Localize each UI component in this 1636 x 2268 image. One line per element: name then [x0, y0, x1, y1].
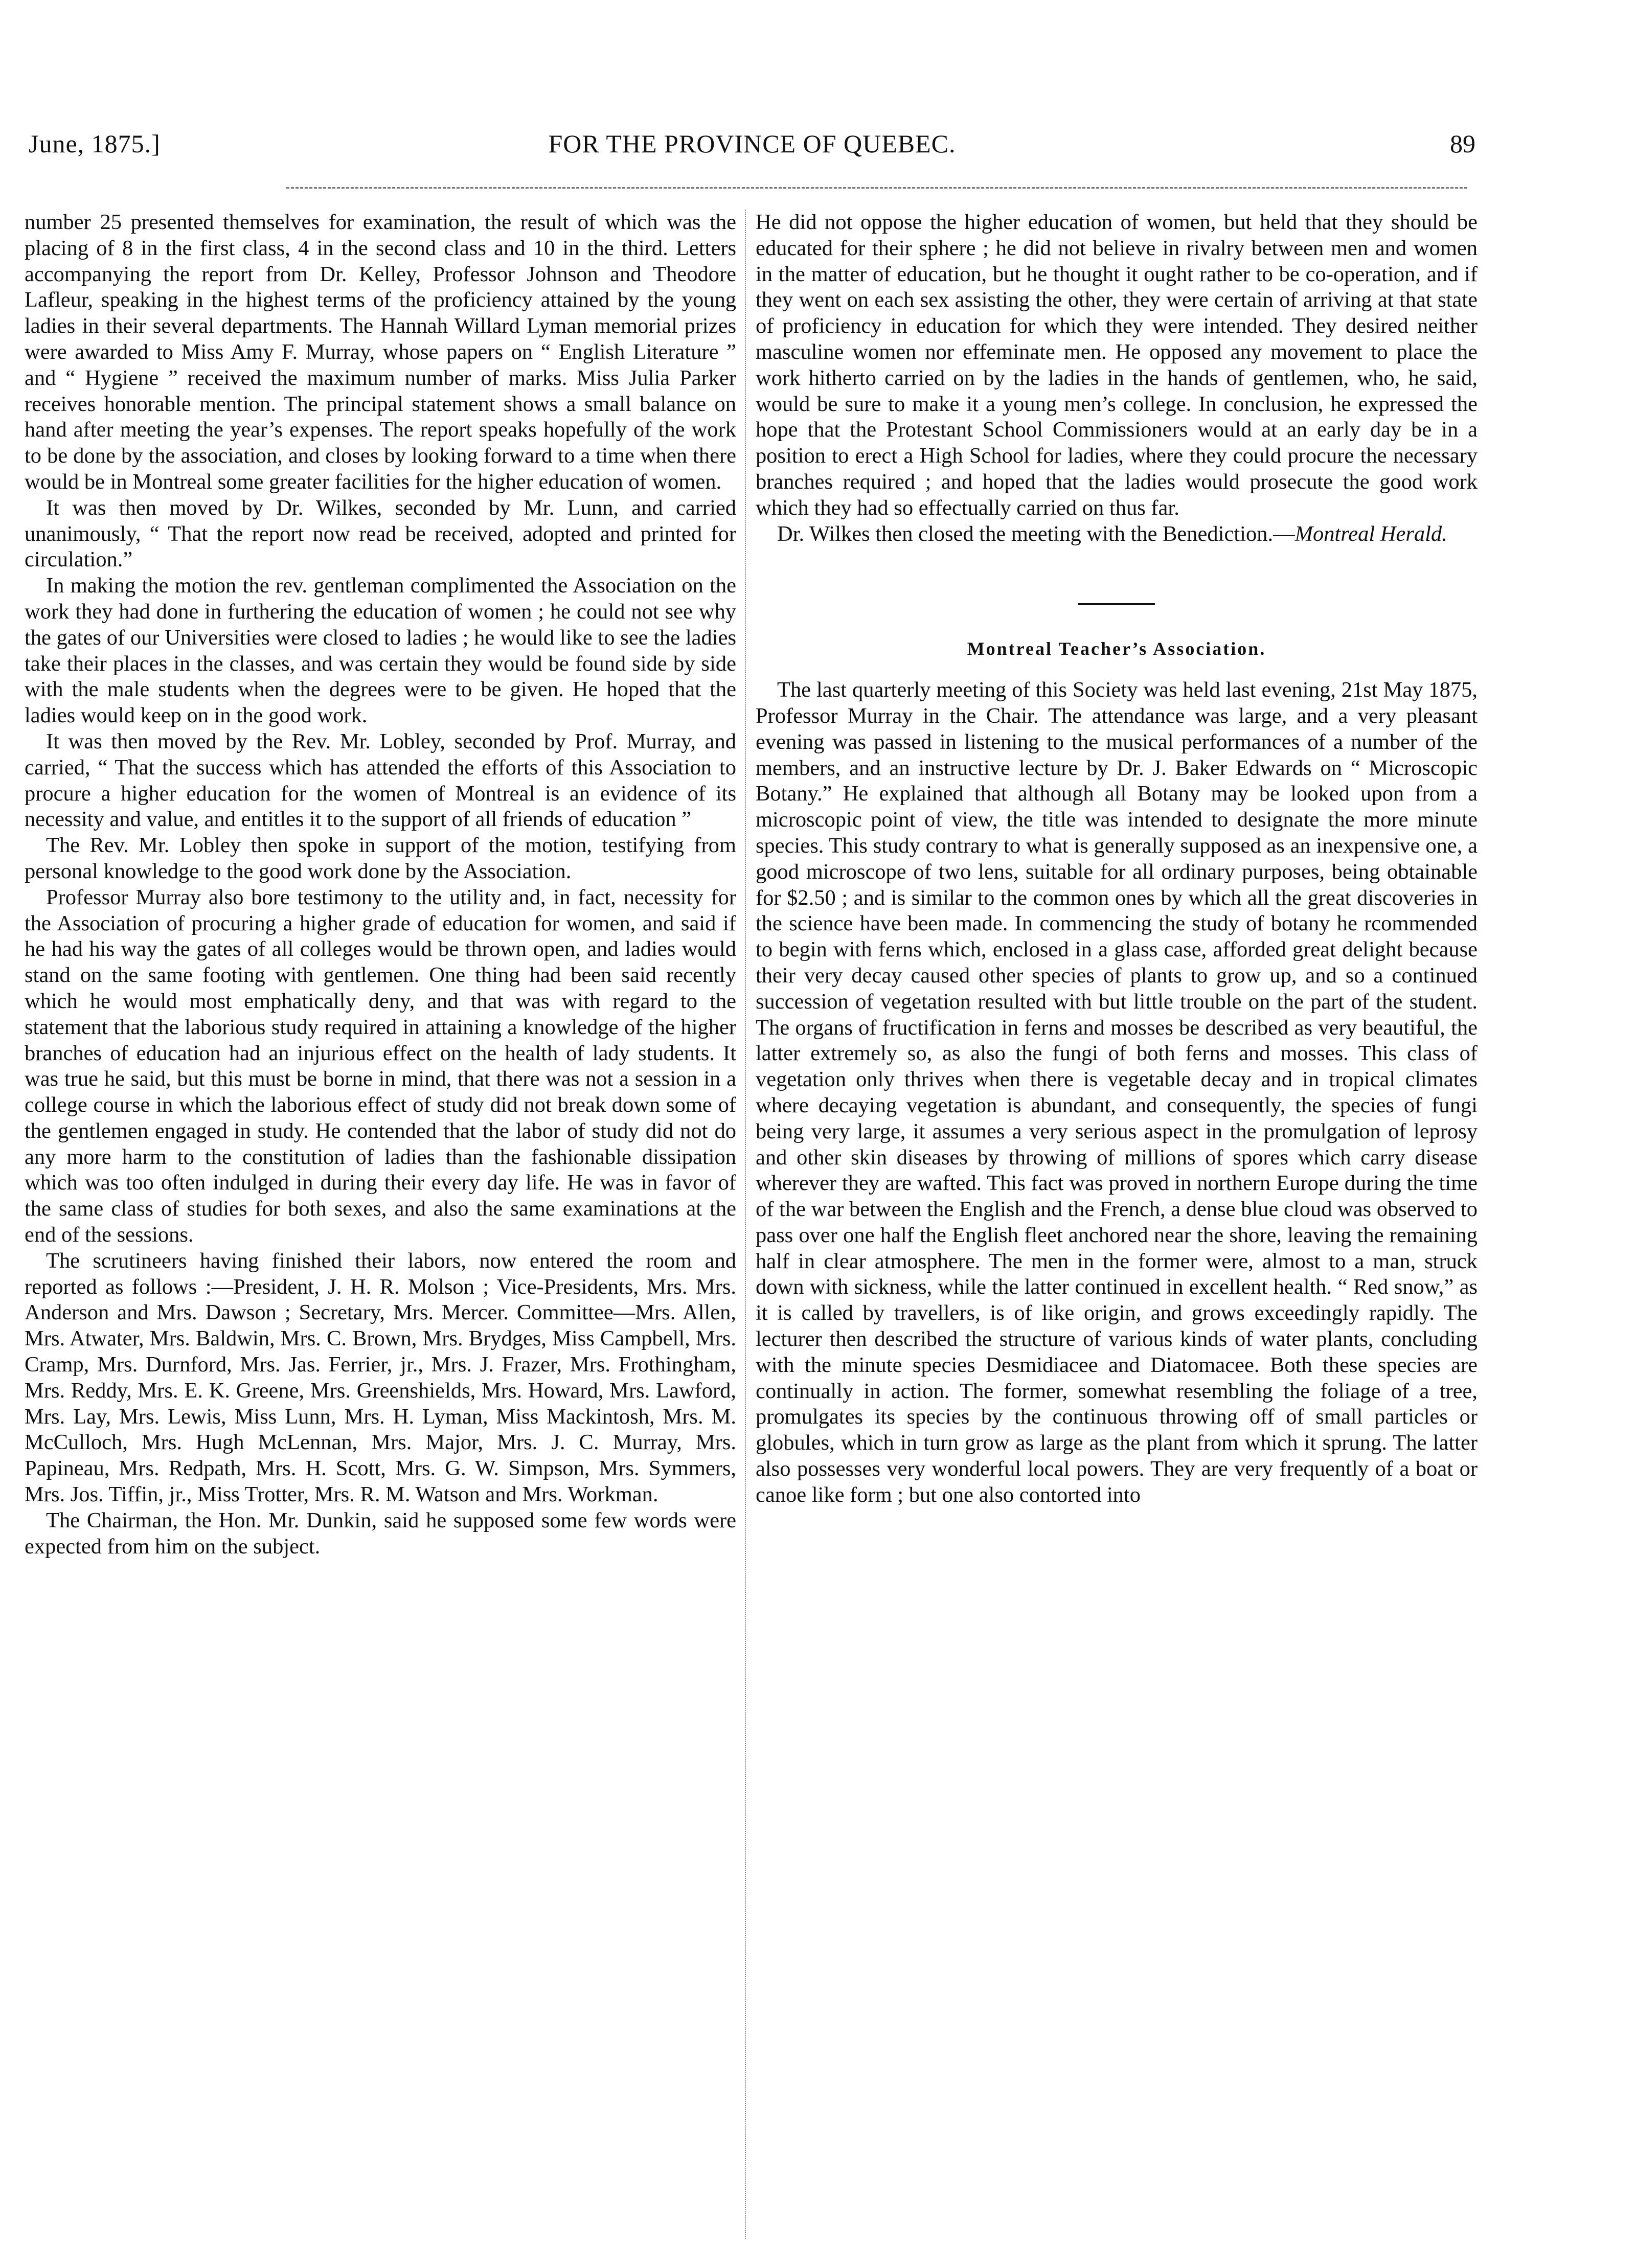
paragraph: The last quarterly meeting of this Society was held last evening, 21st May 1875, Professor Murray in the Chair. The attendance was large, and a very pleasant evening was passed in listening to the musical performances of a number of the members, and an instructive lecture by Dr. J. Baker Edwards on “ Microscopic Botany.” He explained that although all Botany may be looked upon from a microscopic point of view, the title was intended to designate the more minute species. This study contrary to what is generally supposed as an inexpensive one, a good microscope of two lens, suitable for all ordinary purposes, being obtainable for $2.50 ; and is similar to the common ones by which all the great discoveries in the science have been made. In commencing the study of botany he rcommended to begin with ferns which, enclosed in a glass case, afforded great delight because their very decay caused other species of plants to grow up, and so a continued succession of vegetation resulted with but little trouble on the part of the student. The organs of fructification in ferns and mosses be described as very beautiful, the latter extremely so, as also the fungi of both ferns and mosses. This class of vegetation only thrives when there is vegetable decay and in tropical climates where decaying vegetation is abundant, and consequently, the species of fungi being very large, it assumes a very serious aspect in the promulgation of leprosy and other skin diseases by throwing of millions of spores which carry disease wherever they are wafted. This fact was proved in northern Europe during the time of the war between the English and the French, a dense blue cloud was observed to pass over one half the English fleet anchored near the shore, leaving the remaining half in clear atmosphere. The men in the former were, almost to a man, struck down with sickness, while the latter continued in excellent health. “ Red snow,” as it is called by travellers, is of like origin, and grows exceedingly rapidly. The lecturer then described the structure of various kinds of water plants, concluding with the minute species Desmidiacee and Diatomacee. Both these species are continually in action. The former, somewhat resembling the foliage of a tree, promulgates its species by the continuous throwing off of small particles or globules, which in turn grow as large as the plant from which it sprung. The latter also possesses very wonderful local powers. They are very frequently of a boat or canoe like form ; but one also contorted into	[756, 678, 1478, 1507]
closing-paragraph	[756, 521, 1478, 547]
right-column	[756, 210, 1478, 2239]
paragraph: number 25 presented themselves for examination, the result of which was the placing of 8 in the first class, 4 in the second class and 10 in the third. Letters accompanying the report from Dr. Kelley, Professor Johnson and Theodore Lafleur, speaking in the highest terms of the proficiency attained by the young ladies in their several departments. The Hannah Willard Lyman memorial prizes were awarded to Miss Amy F. Murray, whose papers on “ English Literature ” and “ Hygiene ” received the maximum number of marks. Miss Julia Parker receives honorable mention. The principal statement shows a small balance on hand after meeting the year’s expenses. The report speaks hopefully of the work to be done by the association, and closes by looking forward to a time when there would be in Montreal some greater facilities for the higher education of women.	[25, 210, 736, 494]
header-date: June, 1875.]	[29, 129, 161, 158]
paragraph: He did not oppose the higher education of women, but held that they should be educated for their sphere ; he did not believe in rivalry between men and women in the matter of education, but he thought it ought rather to be co-operation, and if they went on each sex assisting the other, they were certain of arriving at that state of proficiency in education for which they were intended. They desired neither masculine women nor effeminate men. He opposed any movement to place the work hitherto carried on by the ladies in the hands of gentlemen, who, he said, would be sure to make it a young men’s college. In conclusion, he expressed the hope that the Protestant School Commissioners would at an early day be in a position to erect a High School for ladies, where they could procure the necessary branches required ; and hoped that the ladies would prosecute the good work which they had so effectually carried on thus far.	[756, 210, 1478, 520]
paragraph: Professor Murray also bore testimony to the utility and, in fact, necessity for the Association of procuring a higher grade of education for women, and said if he had his way the gates of all colleges would be thrown open, and ladies would stand on the same footing with gentlemen. One thing had been said recently which he would most emphatically deny, and that was with regard to the statement that the laborious study required in attaining a knowledge of the higher branches of education had an injurious effect on the health of lady students. It was true he said, but this must be borne in mind, that there was not a session in a college course in which the laborious effect of study did not break down some of the gentlemen engaged in study. He contended that the labor of study did not do any more harm to the constitution of ladies than the fashionable dissipation which was too often indulged in during their every day life. He was in favor of the same class of studies for both sexes, and also the same examinations at the end of the sessions.	[25, 885, 736, 1247]
page-number: 89	[1450, 129, 1475, 158]
paragraph: The Chairman, the Hon. Mr. Dunkin, said he supposed some few words were expected from him on the subject.	[25, 1508, 736, 1559]
left-column	[25, 210, 736, 2239]
paragraph: The Rev. Mr. Lobley then spoke in support of the motion, testifying from personal knowledge to the good work done by the Association.	[25, 833, 736, 883]
source-credit: Montreal Herald.	[1294, 521, 1447, 546]
header-title: FOR THE PROVINCE OF QUEBEC.	[548, 129, 956, 158]
header-rule	[286, 187, 1467, 189]
section-divider	[1078, 603, 1155, 605]
paragraph: In making the motion the rev. gentleman complimented the Association on the work they had done in furthering the education of women ; he could not see why the gates of our Universities were closed to ladies ; he would like to see the ladies take their places in the classes, and was certain they would be found side by side with the male students when the degrees were to be given. He hoped that the ladies would keep on in the good work.	[25, 574, 736, 728]
page-header	[29, 121, 1475, 167]
section-heading: Montreal Teacher’s Association.	[967, 638, 1266, 659]
paragraph: It was then moved by the Rev. Mr. Lobley, seconded by Prof. Murray, and carried, “ That the success which has attended the efforts of this Association to procure a higher education for the women of Montreal is an evidence of its necessity and value, and entitles it to the support of all friends of education ”	[25, 729, 736, 832]
closing-text: Dr. Wilkes then closed the meeting with the Benediction.—	[777, 521, 1295, 546]
column-divider	[745, 210, 746, 2239]
paragraph: The scrutineers having finished their labors, now entered the room and reported as follows :—President, J. H. R. Molson ; Vice-Presidents, Mrs. Mrs. Anderson and Mrs. Dawson ; Secretary, Mrs. Mercer. Committee—Mrs. Allen, Mrs. Atwater, Mrs. Baldwin, Mrs. C. Brown, Mrs. Brydges, Miss Campbell, Mrs. Cramp, Mrs. Durnford, Mrs. Jas. Ferrier, jr., Mrs. J. Frazer, Mrs. Frothingham, Mrs. Reddy, Mrs. E. K. Greene, Mrs. Greenshields, Mrs. Howard, Mrs. Lawford, Mrs. Lay, Mrs. Lewis, Miss Lunn, Mrs. H. Lyman, Miss Mackintosh, Mrs. M. McCulloch, Mrs. Hugh McLennan, Mrs. Major, Mrs. J. C. Murray, Mrs. Papineau, Mrs. Redpath, Mrs. H. Scott, Mrs. G. W. Simpson, Mrs. Symmers, Mrs. Jos. Tiffin, jr., Miss Trotter, Mrs. R. M. Watson and Mrs. Workman.	[25, 1248, 736, 1507]
paragraph: It was then moved by Dr. Wilkes, seconded by Mr. Lunn, and carried unanimously, “ That the report now read be received, adopted and printed for circulation.”	[25, 495, 736, 572]
